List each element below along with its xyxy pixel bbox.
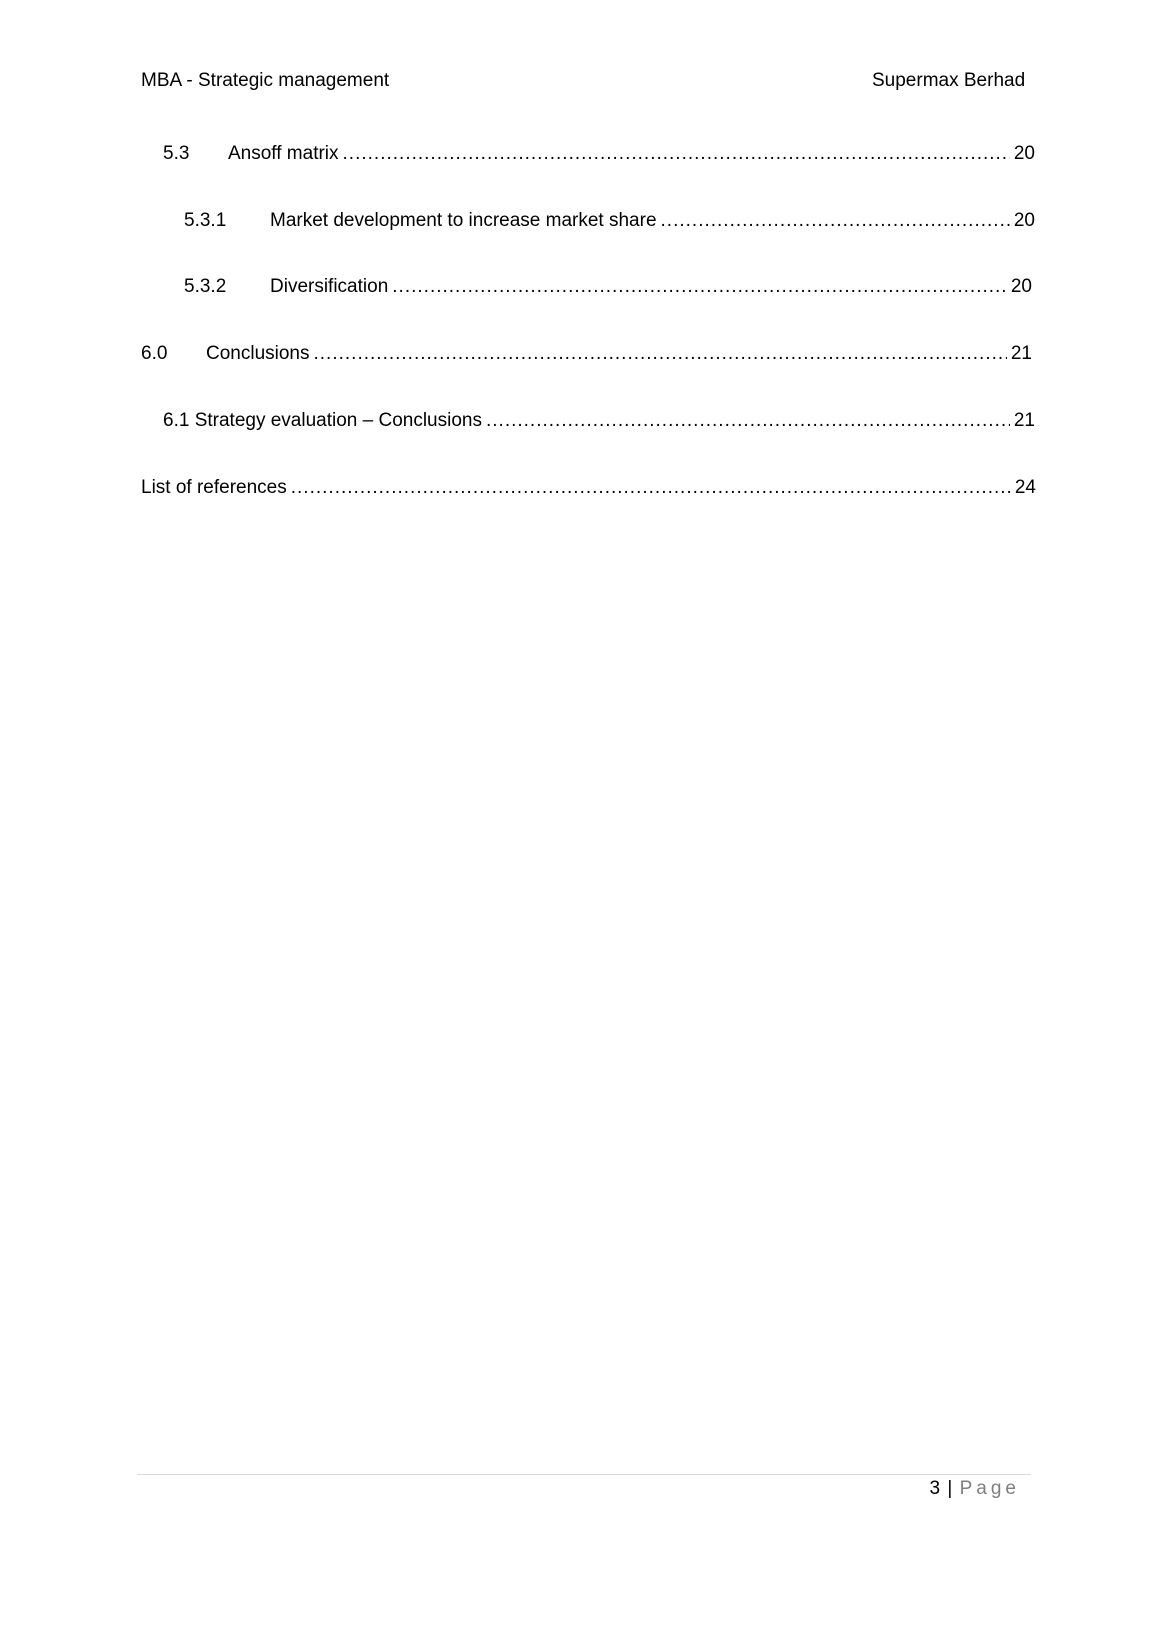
toc-dot-leader [291, 476, 1011, 500]
toc-entry-page: 21 [1013, 410, 1035, 431]
footer-divider [137, 1474, 1031, 1475]
toc-entry-title: 6.1 Strategy evaluation – Conclusions [163, 410, 482, 431]
toc-entry-5-3-1[interactable] [184, 209, 1035, 233]
toc-dot-leader [486, 409, 1010, 433]
toc-dot-leader [392, 275, 1007, 299]
footer-separator: | [947, 1478, 953, 1499]
toc-entry-5-3-2[interactable] [184, 275, 1032, 299]
page-header-right: Supermax Berhad [872, 70, 1026, 91]
toc-entry-page: 24 [1014, 477, 1036, 498]
toc-entry-page: 20 [1013, 210, 1035, 231]
toc-entry-title: Diversification [270, 276, 389, 297]
toc-dot-leader [343, 142, 1010, 166]
footer-page-number: 3 [929, 1478, 941, 1499]
toc-dot-leader [314, 342, 1007, 366]
toc-entry-list-of-references[interactable] [141, 476, 1036, 500]
toc-entry-5-3[interactable] [163, 142, 1035, 166]
page-header-left: MBA - Strategic management [141, 70, 390, 91]
toc-entry-title: Conclusions [206, 343, 310, 364]
toc-entry-number: 5.3.2 [184, 276, 227, 297]
toc-entry-number: 5.3.1 [184, 210, 227, 231]
toc-dot-leader [661, 209, 1010, 233]
toc-entry-page: 20 [1013, 143, 1035, 164]
toc-entry-number: 5.3 [163, 143, 190, 164]
toc-entry-number: 6.0 [141, 343, 168, 364]
page-footer [930, 1477, 1020, 1501]
toc-entry-page: 21 [1010, 343, 1032, 364]
toc-entry-6-1[interactable] [163, 409, 1035, 433]
toc-entry-title: Ansoff matrix [228, 143, 339, 164]
footer-page-label: Page [959, 1478, 1020, 1499]
toc-entry-title: List of references [141, 477, 287, 498]
toc-entry-6-0[interactable] [141, 342, 1032, 366]
toc-entry-page: 20 [1010, 276, 1032, 297]
toc-entry-title: Market development to increase market share [270, 210, 657, 231]
